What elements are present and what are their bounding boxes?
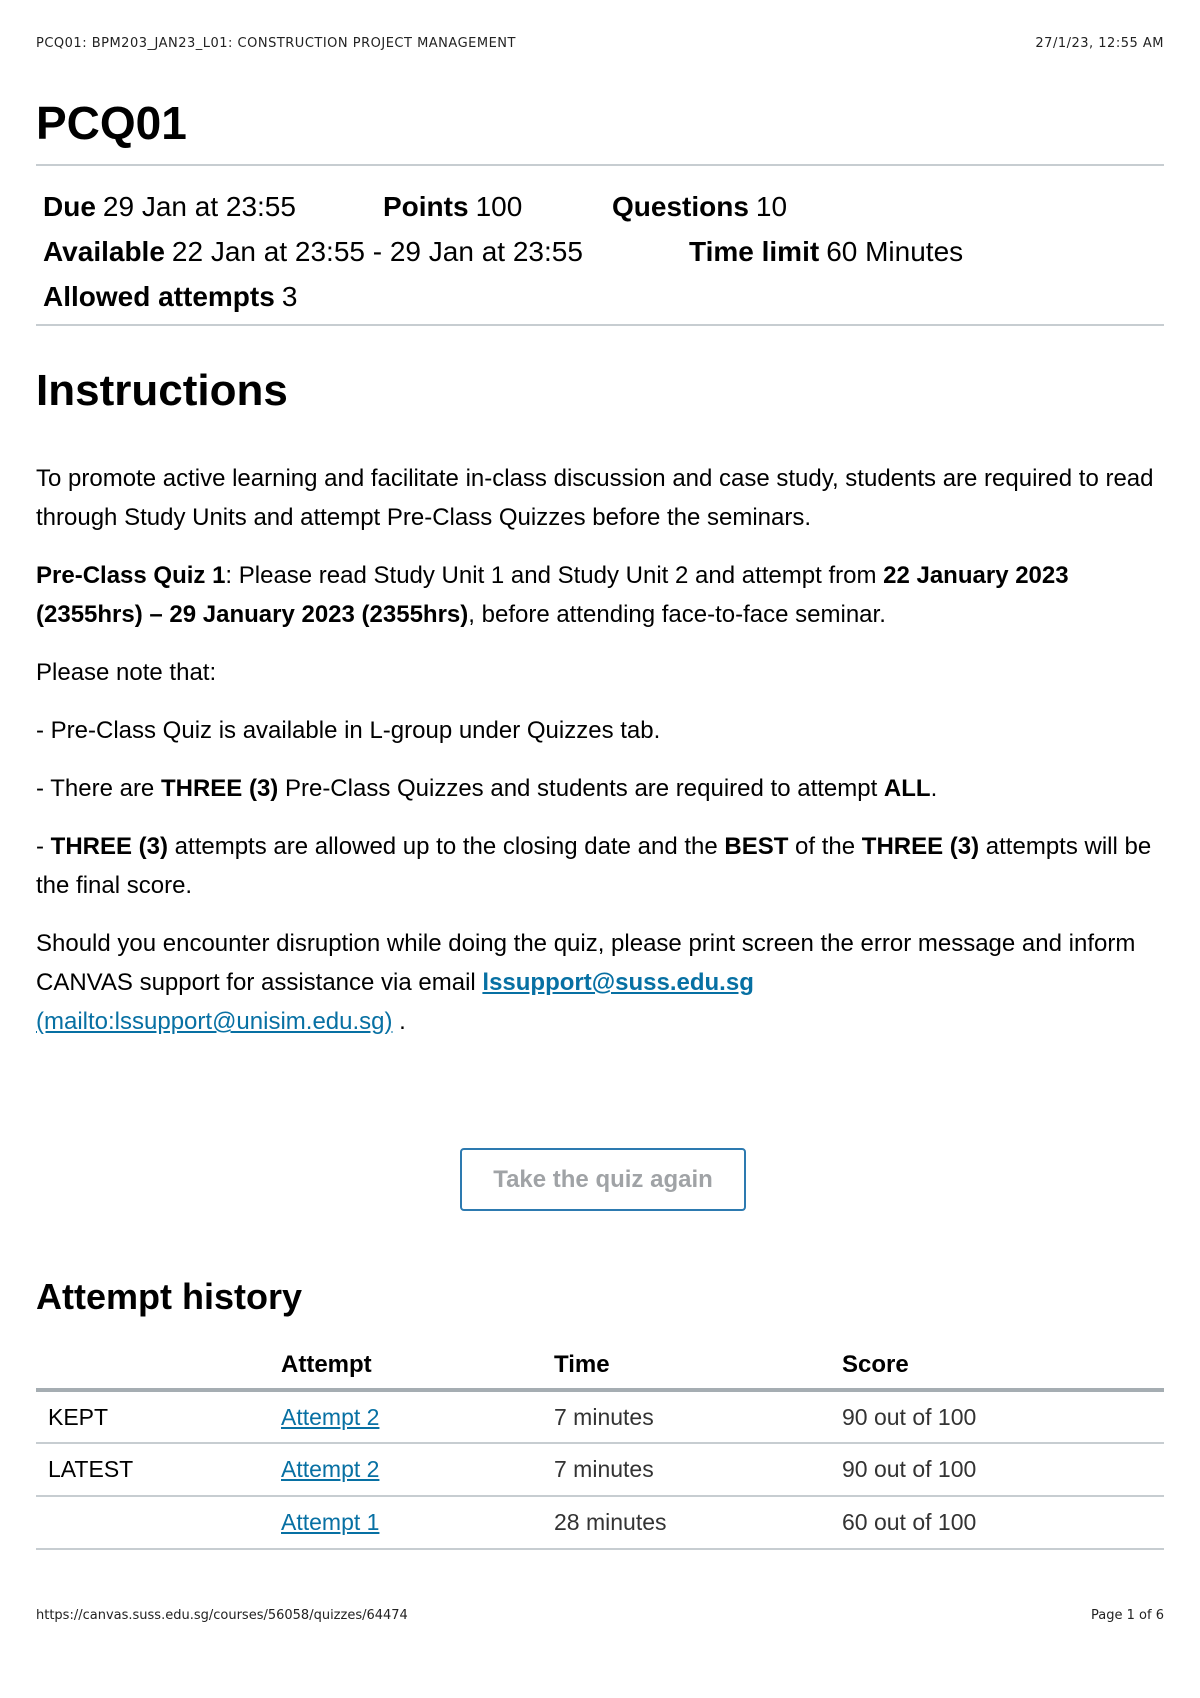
- instructions-heading: Instructions: [36, 366, 288, 415]
- due-detail: Due 29 Jan at 23:55: [43, 191, 296, 222]
- allowed-attempts-detail: Allowed attempts 3: [43, 281, 298, 312]
- attempt-history-heading: Attempt history: [36, 1276, 303, 1317]
- column-header: Attempt: [281, 1342, 554, 1390]
- questions-detail: Questions 10: [612, 191, 788, 222]
- mailto-link[interactable]: (mailto:lssupport@unisim.edu.sg): [36, 1008, 393, 1035]
- table-row: [36, 1443, 1164, 1496]
- instructions-body: [36, 459, 1164, 1060]
- page-title: PCQ01: [36, 97, 187, 149]
- attempt-time: 28 minutes: [554, 1496, 842, 1549]
- attempt-score: 90 out of 100: [842, 1390, 1164, 1443]
- instructions-paragraph: Please note that:: [36, 659, 217, 686]
- print-footer: [36, 1608, 1164, 1623]
- table-row: [36, 1496, 1164, 1549]
- points-detail: Points 100: [383, 191, 523, 222]
- column-header: Time: [554, 1342, 842, 1390]
- instructions-paragraph: - There are THREE (3) Pre-Class Quizzes and students are required to attempt ALL.: [36, 775, 938, 802]
- attempt-link[interactable]: Attempt 1: [281, 1509, 380, 1535]
- available-detail: Available 22 Jan at 23:55 - 29 Jan at 23:55: [43, 236, 583, 267]
- table-header-row: [36, 1342, 1164, 1390]
- instructions-paragraph: Pre-Class Quiz 1: Please read Study Unit 1 and Study Unit 2 and attempt from 22 January 2023 (2355hrs) – 29 January 2023 (2355hrs), before attending face-to-face seminar.: [36, 562, 1069, 628]
- instructions-paragraph: Should you encounter disruption while doing the quiz, please print screen the error message and inform CANVAS support for assistance via email lssupport@suss.edu.sg (mailto:lssupport@unisim.edu.sg) .: [36, 930, 1136, 1035]
- attempt-score: 60 out of 100: [842, 1496, 1164, 1549]
- attempt-time: 7 minutes: [554, 1390, 842, 1443]
- take-quiz-again-button[interactable]: Take the quiz again: [460, 1148, 746, 1211]
- attempt-link[interactable]: Attempt 2: [281, 1456, 380, 1482]
- quiz-details: [43, 184, 963, 319]
- attempt-tag: [36, 1496, 281, 1549]
- print-header-datetime: 27/1/23, 12:55 AM: [1035, 36, 1164, 51]
- print-header: [36, 36, 1164, 51]
- attempt-tag: KEPT: [36, 1390, 281, 1443]
- instructions-paragraph: - THREE (3) attempts are allowed up to the closing date and the BEST of the THREE (3) attempts will be the final score.: [36, 833, 1152, 899]
- column-header: Score: [842, 1342, 1164, 1390]
- time-limit-detail: Time limit 60 Minutes: [689, 236, 964, 267]
- support-email-link[interactable]: lssupport@suss.edu.sg: [482, 969, 754, 996]
- attempt-history-table: [36, 1342, 1164, 1550]
- attempt-score: 90 out of 100: [842, 1443, 1164, 1496]
- instructions-paragraph: To promote active learning and facilitate in-class discussion and case study, students are required to read through Study Units and attempt Pre-Class Quizzes before the seminars.: [36, 465, 1154, 531]
- divider: [36, 324, 1164, 326]
- table-row: [36, 1390, 1164, 1443]
- instructions-paragraph: - Pre-Class Quiz is available in L-group under Quizzes tab.: [36, 717, 661, 744]
- print-header-title: PCQ01: BPM203_JAN23_L01: CONSTRUCTION PROJECT MANAGEMENT: [36, 36, 516, 51]
- print-footer-page-number: Page 1 of 6: [1091, 1608, 1164, 1623]
- divider: [36, 164, 1164, 166]
- attempt-link[interactable]: Attempt 2: [281, 1403, 380, 1430]
- print-footer-url: https://canvas.suss.edu.sg/courses/56058/quizzes/64474: [36, 1608, 408, 1623]
- attempt-tag: LATEST: [36, 1443, 281, 1496]
- column-header: [36, 1342, 281, 1390]
- attempt-time: 7 minutes: [554, 1443, 842, 1496]
